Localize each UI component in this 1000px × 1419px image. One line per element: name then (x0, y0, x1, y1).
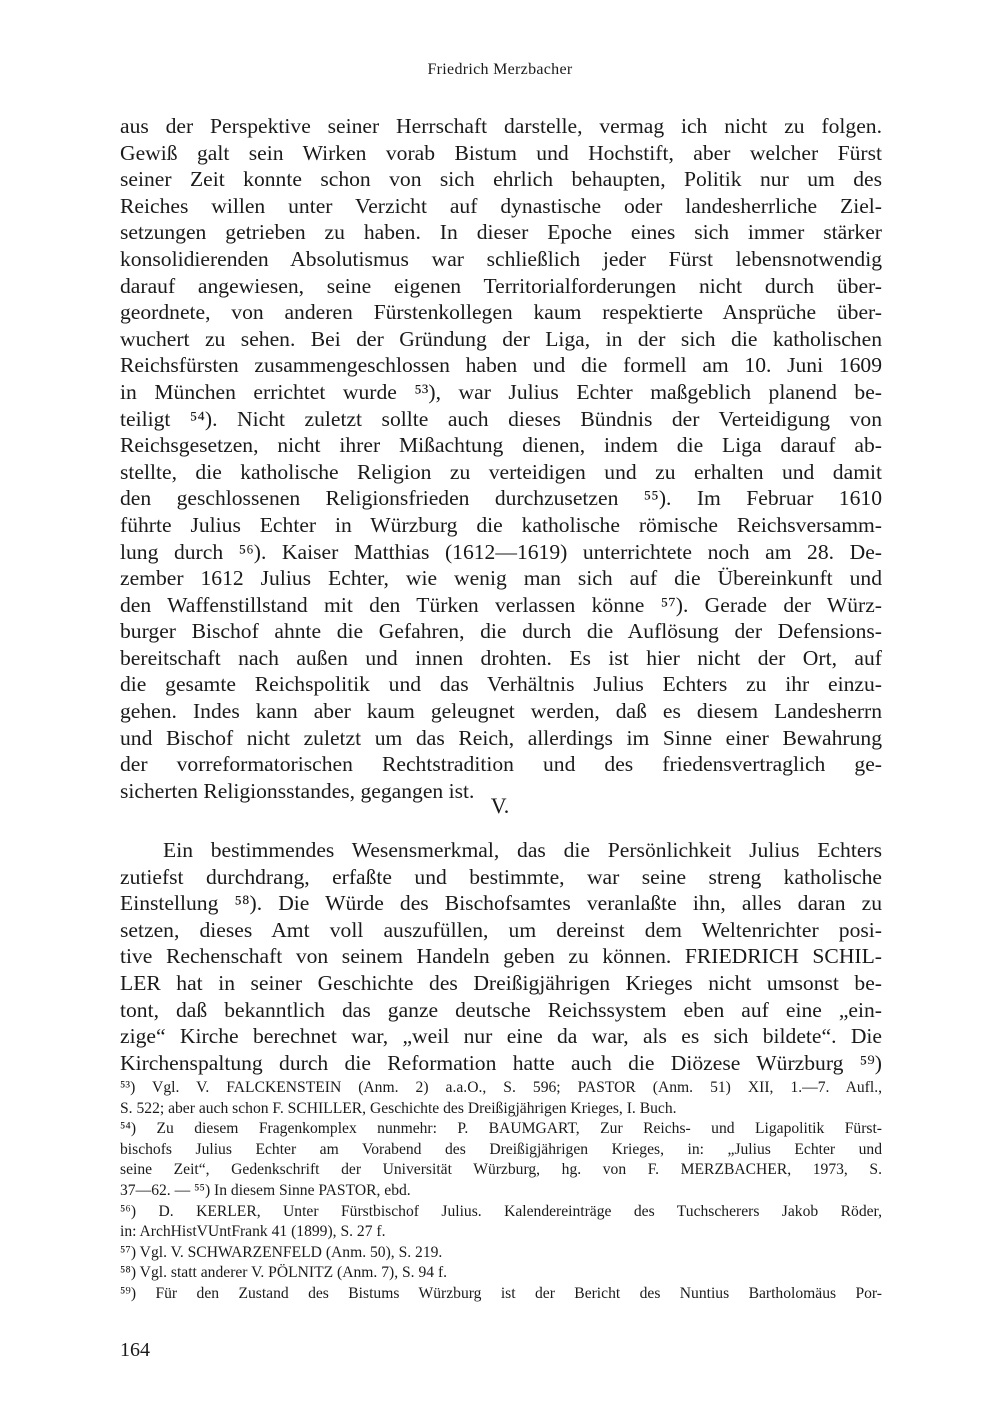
body-line: gehen. Indes kann aber kaum geleugnet werden, daß es diesem Landesherrn (120, 699, 882, 724)
section-line: Einstellung ⁵⁸). Die Würde des Bischofsamtes veranlaßte ihn, alles daran zu (120, 891, 882, 916)
body-line: der vorreformatorischen Rechtstradition und des friedensvertraglich ge- (120, 752, 882, 777)
body-line: die gesamte Reichspolitik und das Verhältnis Julius Echters zu ihr einzu- (120, 672, 882, 697)
section-line: Kirchenspaltung durch die Reformation hatte auch die Diözese Würzburg ⁵⁹) (120, 1050, 882, 1075)
body-line: aus der Perspektive seiner Herrschaft darstelle, vermag ich nicht zu folgen. (120, 114, 882, 138)
footnote-line: seine Zeit“, Gedenkschrift der Universität Würzburg, hg. von F. MERZBACHER, 1973, S. (120, 1161, 882, 1179)
body-line: Gewiß galt sein Wirken vorab Bistum und Hochstift, aber welcher Fürst (120, 140, 882, 165)
page-number: 164 (120, 1339, 150, 1361)
body-line: den Waffenstillstand mit den Türken verlassen könne ⁵⁷). Gerade der Würz- (120, 592, 882, 617)
body-line: sicherten Religionsstandes, gegangen ist. (120, 778, 475, 803)
body-line: Reichsfürsten zusammengeschlossen haben und die formell am 10. Juni 1609 (120, 353, 882, 378)
footnote-line: 37—62. — ⁵⁵) In diesem Sinne PASTOR, ebd. (120, 1181, 411, 1199)
body-line: zember 1612 Julius Echter, wie wenig man sich auf die Übereinkunft und (120, 566, 882, 591)
main-text-block (120, 113, 882, 804)
body-line: teiligt ⁵⁴). Nicht zuletzt sollte auch dieses Bündnis der Verteidigung von (120, 406, 882, 431)
section-line: setzen, dieses Amt voll auszufüllen, um dereinst dem Weltenrichter posi- (120, 917, 882, 942)
footnote-line: ⁵⁹) Für den Zustand des Bistums Würzburg ist der Bericht des Nuntius Bartholomäus Por- (120, 1284, 882, 1302)
footnote-line: ⁵⁴) Zu diesem Fragenkomplex nunmehr: P. BAUMGART, Zur Reichs- und Ligapolitik Fürst- (120, 1120, 882, 1138)
footnote-line: ⁵³) Vgl. V. FALCKENSTEIN (Anm. 2) a.a.O., S. 596; PASTOR (Anm. 51) XII, 1.—7. Aufl., (120, 1079, 882, 1096)
footnote-line: ⁵⁸) Vgl. statt anderer V. PÖLNITZ (Anm. 7), S. 94 f. (120, 1264, 448, 1282)
section-line: zige“ Kirche berechnet war, „weil nur eine da war, als es sich bildete“. Die (120, 1024, 882, 1049)
footnotes-block (120, 1078, 882, 1305)
footnote-line: ⁵⁶) D. KERLER, Unter Fürstbischof Julius. Kalendereinträge des Tuchscherers Jakob Röder, (120, 1202, 882, 1220)
section-line: Ein bestimmendes Wesensmerkmal, das die Persönlichkeit Julius Echters (163, 838, 882, 862)
footnote-line: ⁵⁷) Vgl. V. SCHWARZENFELD (Anm. 50), S. 219. (120, 1243, 443, 1261)
body-line: und Bischof nicht zuletzt um das Reich, allerdings im Sinne einer Bewahrung (120, 725, 882, 750)
body-line: darauf angewiesen, seine eigenen Territorialforderungen nicht durch über- (120, 273, 882, 298)
body-line: führte Julius Echter in Würzburg die katholische römische Reichsversamm- (120, 512, 882, 537)
footnote-line: S. 522; aber auch schon F. SCHILLER, Geschichte des Dreißigjährigen Krieges, I. Buch. (120, 1099, 677, 1117)
body-line: den geschlossenen Religionsfrieden durchzusetzen ⁵⁵). Im Februar 1610 (120, 486, 882, 511)
body-line: seiner Zeit konnte schon von sich ehrlich behaupten, Politik nur um des (120, 167, 882, 192)
section-line: LER hat in seiner Geschichte des Dreißigjährigen Krieges nicht umsonst be- (120, 970, 882, 995)
section-line: zutiefst durchdrang, erfaßte und bestimmte, war seine streng katholische (120, 864, 882, 889)
body-line: geordnete, von anderen Fürstenkollegen kaum respektierte Ansprüche über- (120, 300, 882, 325)
body-line: Reichsgesetzen, nicht ihrer Mißachtung dienen, indem die Liga darauf ab- (120, 433, 882, 458)
body-line: burger Bischof ahnte die Gefahren, die durch die Auflösung der Defensions- (120, 619, 882, 644)
running-head-text: Friedrich Merzbacher (427, 61, 573, 78)
section-line: tive Rechenschaft von seinem Handeln geben zu können. FRIEDRICH SCHIL- (120, 944, 882, 969)
body-line: konsolidierenden Absolutismus war schließlich jeder Fürst lebensnotwendig (120, 246, 882, 271)
body-line: wuchert zu sehen. Bei der Gründung der Liga, in der sich die katholischen (120, 326, 882, 351)
body-line: bereitschaft nach außen und innen drohten. Es ist hier nicht der Ort, auf (120, 645, 882, 670)
body-line: Reiches willen unter Verzicht auf dynastische oder landesherrliche Ziel- (120, 193, 882, 218)
section-heading: V. (490, 793, 510, 818)
section-text-block (120, 837, 882, 1076)
body-line: setzungen getrieben zu haben. In dieser Epoche eines sich immer stärker (120, 220, 882, 245)
footnote-line: in: ArchHistVUntFrank 41 (1899), S. 27 f. (120, 1223, 386, 1241)
footnote-line: bischofs Julius Echter am Vorabend des Dreißigjährigen Krieges, in: „Julius Echter und (120, 1140, 882, 1158)
body-line: stellte, die katholische Religion zu verteidigen und zu erhalten und damit (120, 459, 882, 484)
body-line: lung durch ⁵⁶). Kaiser Matthias (1612—1619) unterrichtete noch am 28. De- (120, 539, 882, 564)
section-line: tont, daß bekanntlich das ganze deutsche Reichssystem eben auf eine „ein- (120, 997, 882, 1022)
body-line: in München errichtet wurde ⁵³), war Julius Echter maßgeblich planend be- (120, 379, 882, 404)
running-head (0, 61, 1000, 79)
